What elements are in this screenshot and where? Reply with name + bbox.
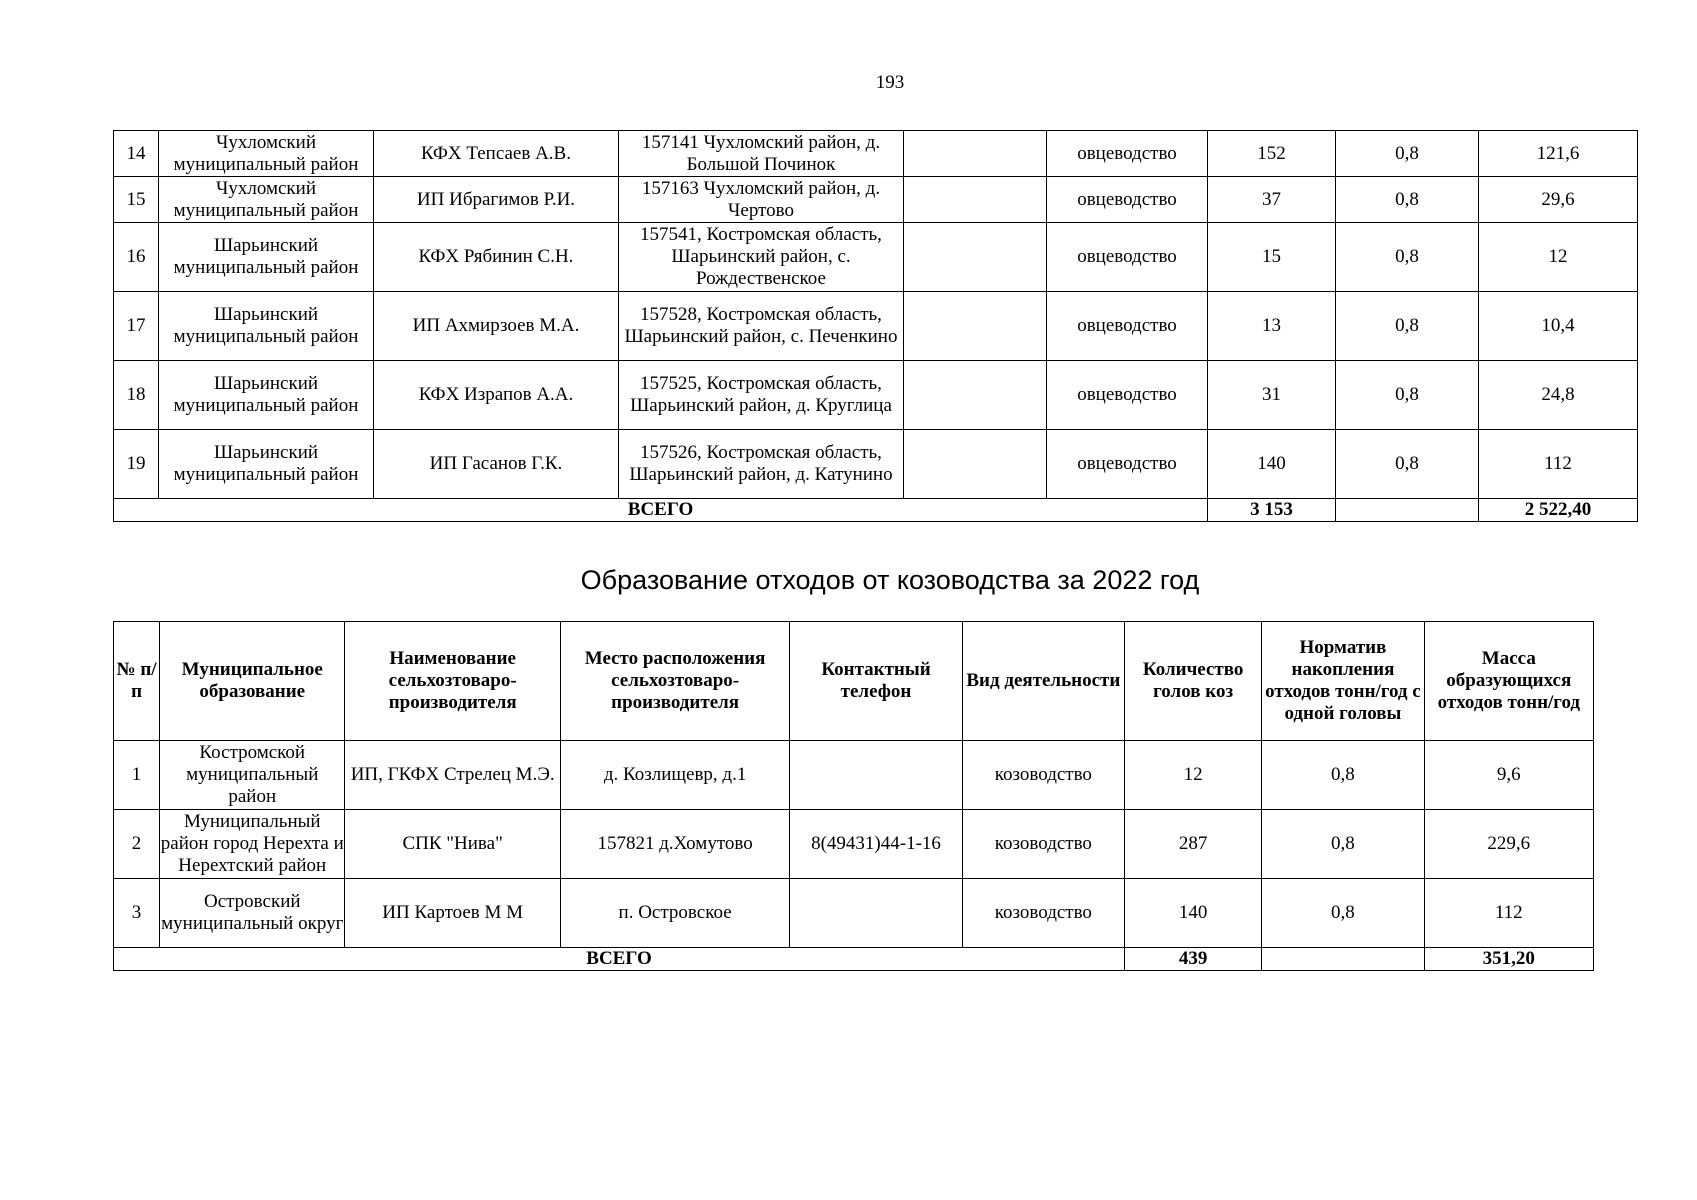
activity-cell: овцеводство: [1047, 131, 1208, 177]
count-cell: 140: [1125, 879, 1262, 948]
total-count: 439: [1125, 948, 1262, 971]
municipality-cell: Чухломский муниципальный район: [159, 177, 374, 223]
phone-cell: [904, 223, 1047, 292]
table-row: [114, 131, 1638, 177]
table-row: [114, 430, 1638, 499]
mass-cell: 10,4: [1479, 292, 1638, 361]
count-cell: 13: [1208, 292, 1336, 361]
norm-cell: 0,8: [1336, 430, 1479, 499]
phone-cell: [904, 430, 1047, 499]
goat-waste-table: [113, 621, 1594, 971]
activity-cell: овцеводство: [1047, 292, 1208, 361]
count-cell: 37: [1208, 177, 1336, 223]
location-cell: 157541, Костромская область, Шарьинский район, с. Рождественское: [619, 223, 904, 292]
location-cell: д. Козлищевр, д.1: [560, 741, 789, 810]
norm-cell: 0,8: [1336, 361, 1479, 430]
mass-cell: 9,6: [1424, 741, 1593, 810]
header-mass: Масса образующихся отходов тонн/год: [1424, 622, 1593, 741]
location-cell: 157821 д.Хомутово: [560, 810, 789, 879]
municipality-cell: Шарьинский муниципальный район: [159, 292, 374, 361]
table-row: [114, 741, 1594, 810]
header-norm: Норматив накопления отходов тонн/год с одной головы: [1262, 622, 1424, 741]
sheep-waste-table: [113, 130, 1638, 522]
location-cell: 157528, Костромская область, Шарьинский район, с. Печенкино: [619, 292, 904, 361]
total-mass: 2 522,40: [1479, 499, 1638, 522]
header-municipality: Муниципальное образование: [160, 622, 345, 741]
norm-cell: 0,8: [1336, 131, 1479, 177]
mass-cell: 12: [1479, 223, 1638, 292]
phone-cell: [790, 741, 962, 810]
producer-cell: ИП Ахмирзоев М.А.: [374, 292, 619, 361]
municipality-cell: Чухломский муниципальный район: [159, 131, 374, 177]
mass-cell: 112: [1424, 879, 1593, 948]
goat-table-header: [114, 622, 1594, 741]
activity-cell: козоводство: [962, 810, 1124, 879]
municipality-cell: Шарьинский муниципальный район: [159, 361, 374, 430]
table-row: [114, 810, 1594, 879]
producer-cell: ИП Ибрагимов Р.И.: [374, 177, 619, 223]
header-row: [114, 622, 1594, 741]
page-number: 193: [875, 72, 905, 93]
mass-cell: 24,8: [1479, 361, 1638, 430]
total-row: [114, 499, 1638, 522]
mass-cell: 121,6: [1479, 131, 1638, 177]
location-cell: п. Островское: [560, 879, 789, 948]
location-cell: 157163 Чухломский район, д. Чертово: [619, 177, 904, 223]
producer-cell: КФХ Тепсаев А.В.: [374, 131, 619, 177]
count-cell: 287: [1125, 810, 1262, 879]
activity-cell: козоводство: [962, 741, 1124, 810]
table-row: [114, 879, 1594, 948]
phone-cell: [904, 131, 1047, 177]
producer-cell: КФХ Рябинин С.Н.: [374, 223, 619, 292]
municipality-cell: Шарьинский муниципальный район: [159, 223, 374, 292]
table-row: [114, 177, 1638, 223]
municipality-cell: Костромской муниципальный район: [160, 741, 345, 810]
producer-cell: ИП Гасанов Г.К.: [374, 430, 619, 499]
producer-cell: ИП, ГКФХ Стрелец М.Э.: [345, 741, 560, 810]
activity-cell: овцеводство: [1047, 361, 1208, 430]
activity-cell: овцеводство: [1047, 430, 1208, 499]
row-number: 1: [114, 741, 160, 810]
location-cell: 157525, Костромская область, Шарьинский район, д. Круглица: [619, 361, 904, 430]
mass-cell: 229,6: [1424, 810, 1593, 879]
row-number: 14: [114, 131, 159, 177]
count-cell: 31: [1208, 361, 1336, 430]
phone-cell: 8(49431)44-1-16: [790, 810, 962, 879]
row-number: 19: [114, 430, 159, 499]
total-mass: 351,20: [1424, 948, 1593, 971]
phone-cell: [904, 361, 1047, 430]
producer-cell: ИП Картоев М М: [345, 879, 560, 948]
phone-cell: [904, 292, 1047, 361]
norm-cell: 0,8: [1336, 223, 1479, 292]
norm-cell: 0,8: [1336, 177, 1479, 223]
mass-cell: 29,6: [1479, 177, 1638, 223]
municipality-cell: Шарьинский муниципальный район: [159, 430, 374, 499]
activity-cell: овцеводство: [1047, 223, 1208, 292]
total-norm: [1336, 499, 1479, 522]
total-count: 3 153: [1208, 499, 1336, 522]
count-cell: 15: [1208, 223, 1336, 292]
location-cell: 157526, Костромская область, Шарьинский район, д. Катунино: [619, 430, 904, 499]
row-number: 3: [114, 879, 160, 948]
table-row: [114, 292, 1638, 361]
municipality-cell: Муниципальный район город Нерехта и Нерехтский район: [160, 810, 345, 879]
row-number: 16: [114, 223, 159, 292]
row-number: 2: [114, 810, 160, 879]
producer-cell: СПК "Нива": [345, 810, 560, 879]
table-row: [114, 223, 1638, 292]
header-activity: Вид деятельности: [962, 622, 1124, 741]
count-cell: 152: [1208, 131, 1336, 177]
norm-cell: 0,8: [1262, 879, 1424, 948]
header-phone: Контактный телефон: [790, 622, 962, 741]
count-cell: 140: [1208, 430, 1336, 499]
location-cell: 157141 Чухломский район, д. Большой Починок: [619, 131, 904, 177]
row-number: 15: [114, 177, 159, 223]
producer-cell: КФХ Израпов А.А.: [374, 361, 619, 430]
activity-cell: овцеводство: [1047, 177, 1208, 223]
activity-cell: козоводство: [962, 879, 1124, 948]
phone-cell: [904, 177, 1047, 223]
sheep-table-body: [114, 131, 1638, 522]
norm-cell: 0,8: [1262, 741, 1424, 810]
row-number: 17: [114, 292, 159, 361]
row-number: 18: [114, 361, 159, 430]
total-label: ВСЕГО: [114, 499, 1208, 522]
norm-cell: 0,8: [1262, 810, 1424, 879]
header-location: Место расположения сельхозтоваро-производителя: [560, 622, 789, 741]
goat-table-body: [114, 741, 1594, 971]
municipality-cell: Островский муниципальный округ: [160, 879, 345, 948]
phone-cell: [790, 879, 962, 948]
header-num: № п/п: [114, 622, 160, 741]
header-count: Количество голов коз: [1125, 622, 1262, 741]
mass-cell: 112: [1479, 430, 1638, 499]
table-row: [114, 361, 1638, 430]
goat-section-title: Образование отходов от козоводства за 2022 год: [580, 565, 1200, 595]
total-label: ВСЕГО: [114, 948, 1125, 971]
header-producer: Наименование сельхозтоваро-производителя: [345, 622, 560, 741]
total-row: [114, 948, 1594, 971]
norm-cell: 0,8: [1336, 292, 1479, 361]
count-cell: 12: [1125, 741, 1262, 810]
total-norm: [1262, 948, 1424, 971]
